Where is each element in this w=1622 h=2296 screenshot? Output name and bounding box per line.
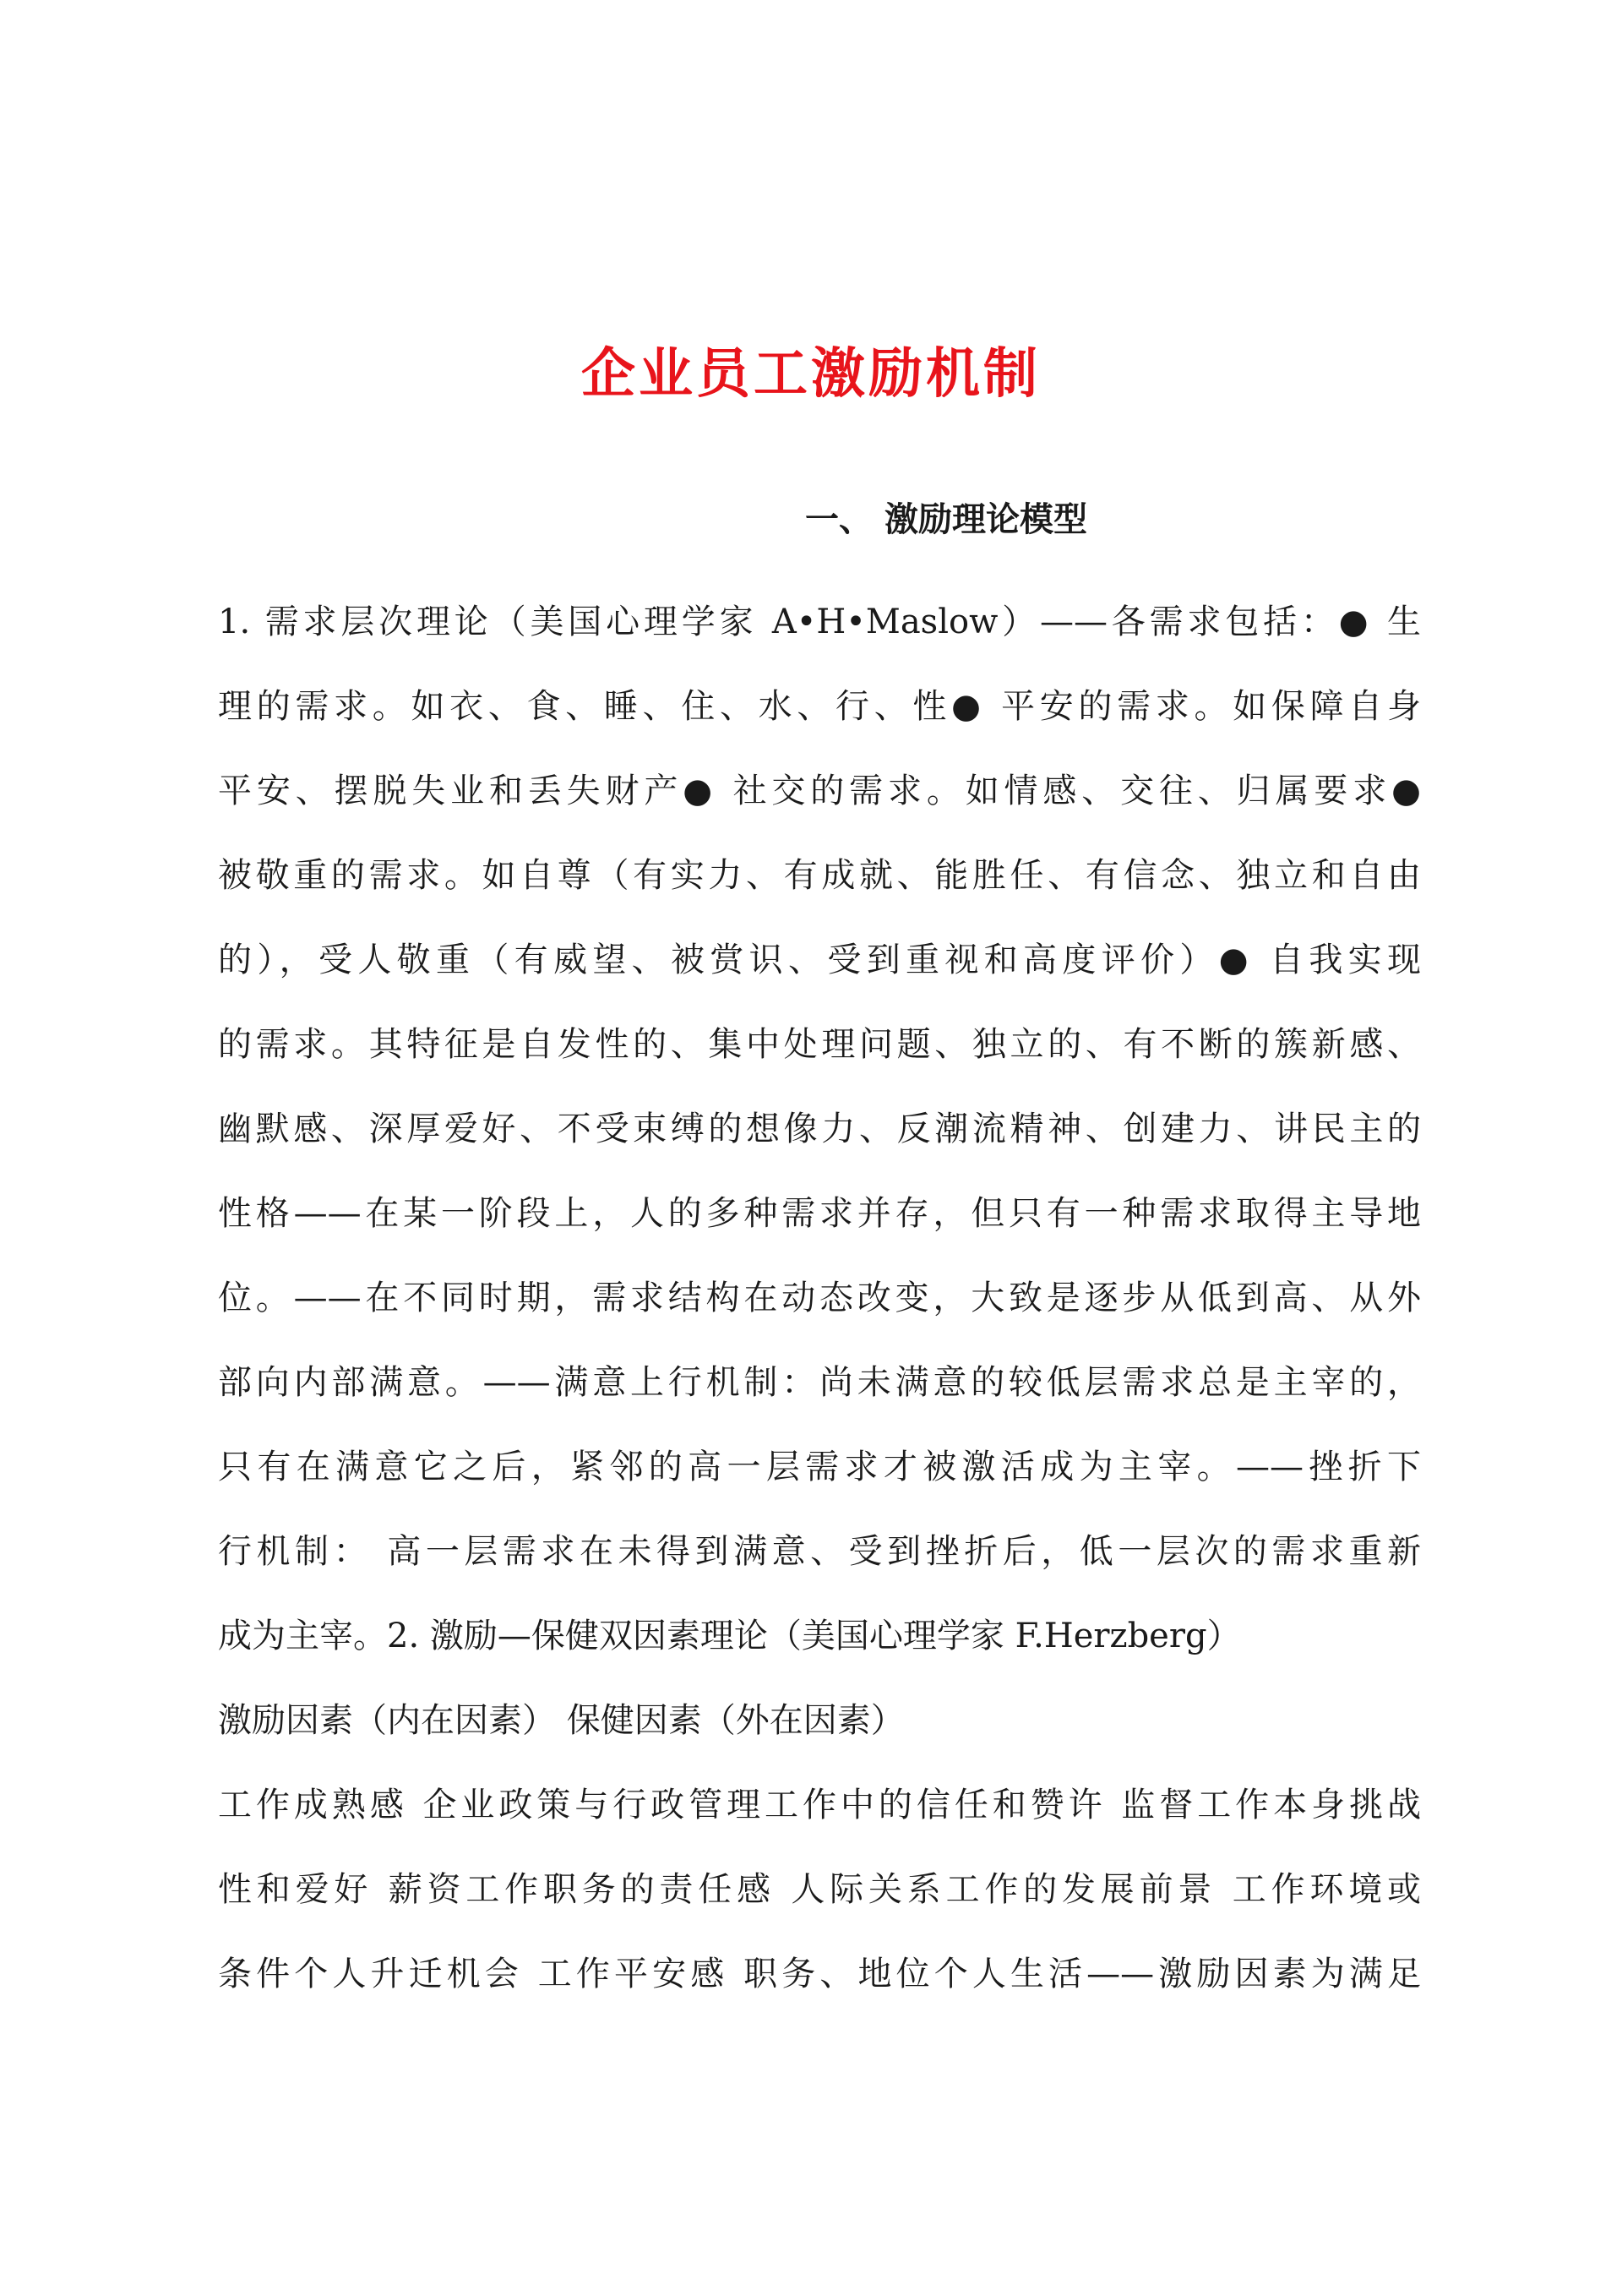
body-line: 成为主宰。2. 激励—保健双因素理论（美国心理学家 F.Herzberg） bbox=[218, 1617, 1241, 1655]
body-line: 只有在满意它之后，紧邻的高一层需求才被激活成为主宰。——挫折下 bbox=[218, 1448, 1421, 1486]
body-line: 的），受人敬重（有威望、被赏识、受到重视和高度评价）● 自我实现 bbox=[218, 941, 1421, 979]
body-line: 性格——在某一阶段上，人的多种需求并存，但只有一种需求取得主导地 bbox=[218, 1194, 1421, 1233]
body-line: 1. 需求层次理论（美国心理学家 A•H•Maslow）——各需求包括：● 生 bbox=[218, 603, 1421, 641]
body-line: 条件个人升迁机会 工作平安感 职务、地位个人生活——激励因素为满足 bbox=[218, 1955, 1421, 1993]
body-line: 行机制： 高一层需求在未得到满意、受到挫折后，低一层次的需求重新 bbox=[218, 1532, 1421, 1571]
body-line: 的需求。其特征是自发性的、集中处理问题、独立的、有不断的簇新感、 bbox=[218, 1025, 1421, 1064]
section-heading: 一、 激励理论模型 bbox=[805, 499, 1087, 539]
body-line: 性和爱好 薪资工作职务的责任感 人际关系工作的发展前景 工作环境或 bbox=[218, 1870, 1421, 1909]
body-line: 工作成熟感 企业政策与行政管理工作中的信任和赞许 监督工作本身挑战 bbox=[218, 1786, 1421, 1824]
body-line: 理的需求。如衣、食、睡、住、水、行、性● 平安的需求。如保障自身 bbox=[218, 687, 1421, 726]
body-line: 部向内部满意。——满意上行机制：尚未满意的较低层需求总是主宰的， bbox=[218, 1363, 1421, 1402]
body-line: 被敬重的需求。如自尊（有实力、有成就、能胜任、有信念、独立和自由 bbox=[218, 856, 1421, 895]
body-line: 位。——在不同时期，需求结构在动态改变，大致是逐步从低到高、从外 bbox=[218, 1279, 1421, 1317]
body-line: 幽默感、深厚爱好、不受束缚的想像力、反潮流精神、创建力、讲民主的 bbox=[218, 1110, 1421, 1148]
document-body bbox=[218, 580, 1421, 2016]
document-title: 企业员工激励机制 bbox=[581, 342, 1041, 406]
body-line: 平安、摆脱失业和丢失财产● 社交的需求。如情感、交往、归属要求● bbox=[218, 772, 1421, 810]
body-line: 激励因素（内在因素） 保健因素（外在因素） bbox=[218, 1701, 905, 1740]
